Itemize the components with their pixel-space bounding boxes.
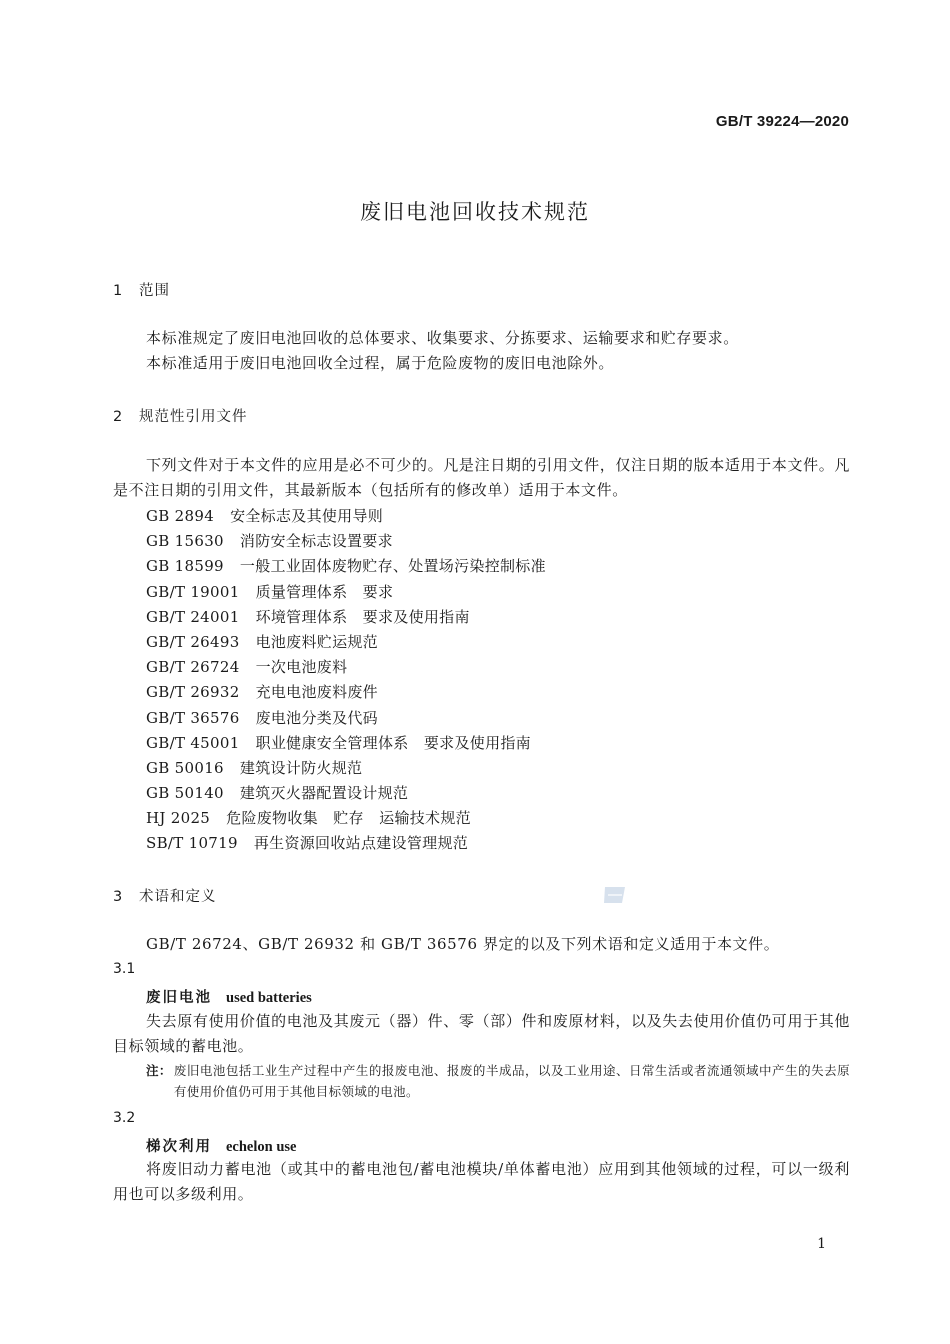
section-1-paragraph-2: 本标准适用于废旧电池回收全过程，属于危险废物的废旧电池除外。 — [146, 354, 615, 372]
term-note — [146, 1060, 850, 1102]
term-english: echelon use — [226, 1139, 297, 1155]
reference-code: SB/T 10719 — [146, 834, 238, 853]
reference-title: 环境管理体系 要求及使用指南 — [255, 607, 470, 626]
reference-title: 职业健康安全管理体系 要求及使用指南 — [255, 733, 531, 752]
reference-item — [146, 554, 546, 579]
reference-item — [146, 630, 546, 655]
reference-item — [146, 831, 546, 856]
reference-title: 一般工业固体废物贮存、处置场污染控制标准 — [239, 557, 546, 576]
note-text: 废旧电池包括工业生产过程中产生的报废电池、报废的半成品，以及工业用途、日常生活或者流通领域中产生的失去原有使用价值仍可用于其他目标领域的电池。 — [173, 1063, 850, 1099]
section-3-paragraph: GB/T 26724、GB/T 26932 和 GB/T 36576 界定的以及下列术语和定义适用于本文件。 — [146, 935, 780, 953]
reference-item — [146, 781, 546, 806]
reference-item — [146, 580, 546, 605]
reference-title: 一次电池废料 — [255, 658, 348, 677]
reference-code: GB/T 45001 — [146, 733, 240, 752]
reference-code: GB/T 26724 — [146, 658, 240, 677]
reference-code: HJ 2025 — [146, 809, 211, 828]
term-number: 3.1 — [113, 961, 136, 977]
reference-title: 电池废料贮运规范 — [255, 632, 378, 651]
section-title: 范围 — [139, 283, 170, 299]
reference-title: 安全标志及其使用导则 — [230, 507, 384, 525]
reference-title: 危险废物收集 贮存 运输技术规范 — [226, 809, 471, 828]
reference-code: GB/T 24001 — [146, 607, 240, 626]
reference-item — [146, 680, 546, 705]
reference-item — [146, 731, 546, 756]
reference-code: GB 2894 — [146, 507, 215, 525]
section-number: 2 — [113, 409, 124, 425]
reference-code: GB 50016 — [146, 758, 224, 777]
reference-title: 充电电池废料废件 — [255, 683, 378, 702]
reference-code: GB/T 19001 — [146, 582, 240, 601]
document-title: 废旧电池回收技术规范 — [360, 200, 590, 224]
standard-code: GB/T 39224—2020 — [715, 113, 849, 130]
reference-title: 建筑设计防火规范 — [239, 758, 363, 777]
section-1-paragraph-1: 本标准规定了废旧电池回收的总体要求、收集要求、分拣要求、运输要求和贮存要求。 — [146, 329, 739, 347]
reference-code: GB 18599 — [146, 557, 224, 576]
term-chinese: 废旧电池 — [146, 990, 212, 1006]
term-english: used batteries — [226, 990, 312, 1006]
reference-title: 废电池分类及代码 — [255, 708, 378, 727]
section-3-heading — [113, 885, 217, 906]
section-2-heading — [113, 405, 248, 426]
reference-code: GB/T 26493 — [146, 632, 240, 651]
term-chinese: 梯次利用 — [146, 1139, 212, 1155]
reference-code: GB 50140 — [146, 784, 224, 803]
reference-item — [146, 605, 546, 630]
page-number: 1 — [817, 1236, 826, 1252]
reference-item — [146, 504, 546, 529]
term-definition: 将废旧动力蓄电池（或其中的蓄电池包/蓄电池模块/单体蓄电池）应用到其他领域的过程，可以一级利用也可以多级利用。 — [113, 1160, 850, 1203]
term-number: 3.2 — [113, 1110, 136, 1126]
note-label: 注： — [146, 1063, 172, 1078]
term-heading — [146, 1135, 296, 1156]
reference-item — [146, 756, 546, 781]
normative-reference-list — [146, 504, 546, 857]
term-heading — [146, 986, 312, 1007]
section-1-heading — [113, 279, 170, 300]
reference-item — [146, 706, 546, 731]
reference-title: 质量管理体系 要求 — [255, 582, 394, 601]
section-title: 规范性引用文件 — [139, 409, 248, 425]
sac-watermark-icon — [602, 884, 628, 906]
reference-code: GB/T 36576 — [146, 708, 240, 727]
section-number: 3 — [113, 889, 124, 905]
section-number: 1 — [113, 283, 124, 299]
section-2-paragraph: 下列文件对于本文件的应用是必不可少的。凡是注日期的引用文件，仅注日期的版本适用于本文件。凡是不注日期的引用文件，其最新版本（包括所有的修改单）适用于本文件。 — [113, 456, 850, 499]
reference-title: 建筑灭火器配置设计规范 — [239, 784, 409, 803]
reference-code: GB/T 26932 — [146, 683, 240, 702]
reference-title: 消防安全标志设置要求 — [239, 532, 393, 551]
section-title: 术语和定义 — [139, 889, 217, 905]
reference-item — [146, 655, 546, 680]
reference-item — [146, 806, 546, 831]
reference-item — [146, 529, 546, 554]
reference-code: GB 15630 — [146, 532, 224, 551]
term-definition: 失去原有使用价值的电池及其废元（器）件、零（部）件和废原材料，以及失去使用价值仍可用于其他目标领域的蓄电池。 — [113, 1012, 850, 1055]
reference-title: 再生资源回收站点建设管理规范 — [253, 834, 469, 853]
